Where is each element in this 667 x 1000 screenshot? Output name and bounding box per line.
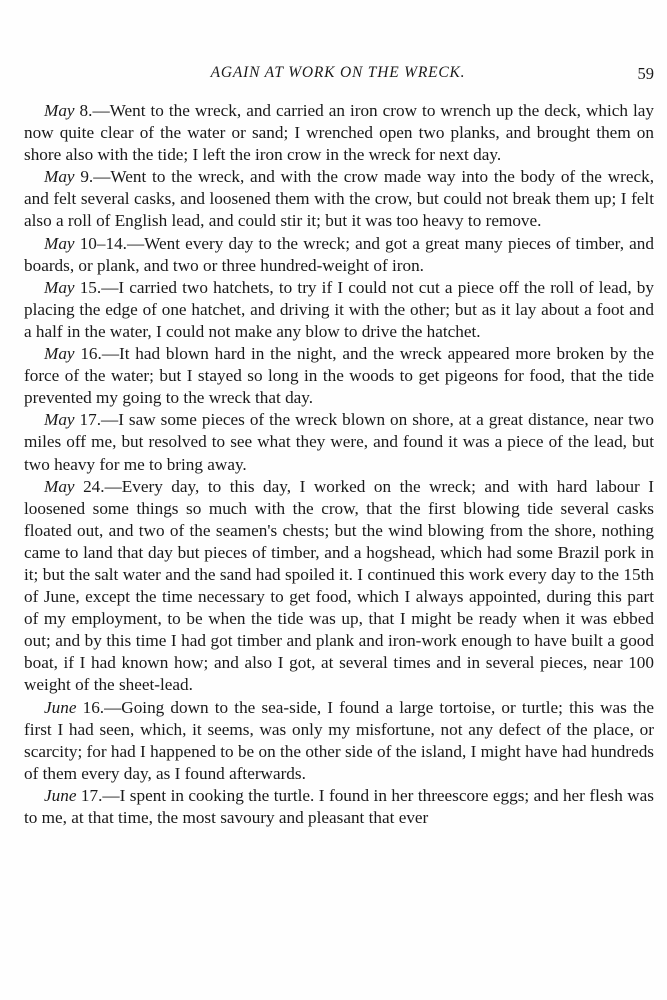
entry-date-day: 17. [76, 785, 103, 805]
entry-text: —Going down to the sea-side, I found a large tortoise, or turtle; this was the first I had seen, which, it seems, was only my misfortune, not any defect of the place, or scarcity; for had I happened to be on the other side of the island, I might have had hundreds of them every day, as I found afterwards. [24, 697, 655, 783]
page-number: 59 [637, 64, 654, 83]
entry-text: —Went to the wreck, and carried an iron crow to wrench up the deck, which lay now quite clear of the water or sand; I wrenched open two planks, and brought them on shore also with the tide; I left the iron crow in the wreck for next day. [24, 101, 655, 165]
journal-entry-june-17 [24, 785, 654, 829]
body-text [24, 100, 654, 829]
entry-text: —It had blown hard in the night, and the wreck appeared more broken by the force of the water; but I stayed so long in the woods to get pigeons for food, that the tide prevented my going to the wreck that day. [24, 344, 654, 408]
entry-date-day: 24. [74, 476, 105, 496]
journal-entry-may-16 [24, 343, 654, 409]
entry-text: —Went to the wreck, and with the crow made way into the body of the wreck, and felt several casks, and loosened them with the crow, but could not break them up; I felt also a roll of English lead, and could stir it; but it was too heavy to remove. [24, 167, 654, 231]
entry-text: —I saw some pieces of the wreck blown on shore, at a great distance, near two miles off me, but resolved to see what they were, and found it was a piece of the lead, but two heavy for me to bring away. [24, 410, 655, 474]
entry-text: —I spent in cooking the turtle. I found in her threescore eggs; and her flesh was to me, at that time, the most savoury and pleasant that ever [24, 785, 655, 827]
journal-entry-may-17 [24, 409, 654, 475]
entry-date-month: May [44, 233, 75, 253]
entry-date-day: 8. [74, 101, 93, 120]
entry-date-day: 9. [74, 167, 94, 187]
entry-date-day: 10–14. [74, 233, 127, 253]
entry-date-month: May [44, 476, 75, 496]
entry-date-day: 17. [74, 410, 102, 430]
journal-entry-may-8 [24, 100, 654, 166]
entry-text: —Every day, to this day, I worked on the wreck; and with hard labour I loosened some things so much with the crow, that the first blowing tide several casks floated out, and two of the seamen's chests; but the wind blowing from the shore, nothing came to land that day but pieces of timber, and a hogshead, which had some Brazil pork in it; but the salt water and the sand had spoiled it. I continued this work every day to the 15th of June, except the time necessary to get food, which I always appointed, during this part of my employment, to be when the tide was up, that I might be ready when it was ebbed out; and by this time I had got timber and plank and iron-work enough to have built a good boat, if I had known how; and also I got, at several times and in several pieces, near 100 weight of the sheet-lead. [24, 476, 655, 695]
journal-entry-may-15 [24, 277, 654, 343]
running-title: AGAIN AT WORK ON THE WRECK. [210, 64, 466, 81]
entry-text: —I carried two hatchets, to try if I could not cut a piece off the roll of lead, by placing the edge of one hatchet, and driving it with the other; but as it lay about a foot and a half in the water, I could not make any blow to drive the hatchet. [24, 277, 654, 341]
running-head [20, 62, 656, 88]
entry-date-day: 15. [74, 277, 102, 297]
entry-date-month: May [44, 167, 75, 187]
journal-entry-may-24 [24, 476, 654, 697]
entry-date-day: 16. [74, 344, 102, 364]
entry-date-month: May [44, 344, 75, 364]
journal-entry-may-9 [24, 166, 654, 232]
entry-date-month: May [44, 410, 75, 430]
entry-date-month: May [44, 277, 75, 297]
entry-date-day: 16. [76, 697, 105, 717]
journal-entry-may-10-14 [24, 233, 654, 277]
entry-date-month: June [44, 785, 77, 805]
entry-date-month: May [44, 101, 75, 120]
journal-entry-june-16 [24, 697, 654, 785]
entry-text: —Went every day to the wreck; and got a great many pieces of timber, and boards, or plank, and two or three hundred-weight of iron. [24, 233, 654, 275]
entry-date-month: June [44, 697, 77, 717]
